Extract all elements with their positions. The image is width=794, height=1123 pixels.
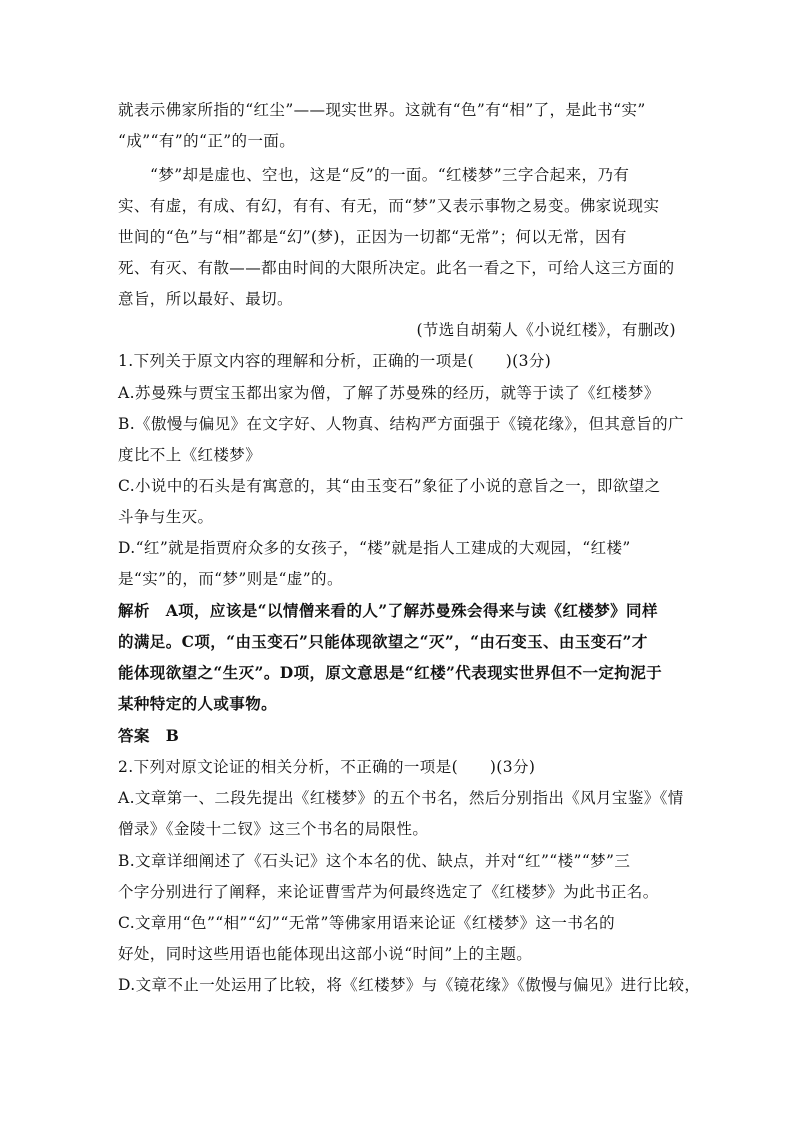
question-2-option-a: A.文章第一、二段先提出《红楼梦》的五个书名，然后分别指出《风月宝鉴》《情 xyxy=(118,789,684,807)
passage-source: (节选自胡菊人《小说红楼》，有删改) xyxy=(416,321,676,339)
question-1-analysis-cont: 某种特定的人或事物。 xyxy=(118,694,278,713)
question-1-option-c-cont: 斗争与生灭。 xyxy=(118,508,214,526)
question-2-option-c: C.文章用“色”“相”“幻”“无常”等佛家用语来论证《红楼梦》这一书名的 xyxy=(118,914,616,932)
question-1-option-d: D.“红”就是指贾府众多的女孩子，“楼”就是指人工建成的大观园，“红楼” xyxy=(118,539,631,557)
passage-line: “梦”却是虚也、空也，这是“反”的一面。“红楼梦”三字合起来，乃有 xyxy=(150,166,630,184)
question-2-option-b: B.文章详细阐述了《石头记》这个本名的优、缺点，并对“红”“楼”“梦”三 xyxy=(118,852,631,870)
question-1-answer: 答案 B xyxy=(118,726,180,745)
question-2-stem: 2.下列对原文论证的相关分析，不正确的一项是( )(3分) xyxy=(118,758,536,776)
passage-line: “成”“有”的“正”的一面。 xyxy=(118,132,296,150)
question-2-option-d: D.文章不止一处运用了比较，将《红楼梦》与《镜花缘》《傲慢与偏见》进行比较， xyxy=(118,976,701,994)
question-1-stem: 1.下列关于原文内容的理解和分析，正确的一项是( )(3分) xyxy=(118,352,552,370)
question-1-analysis-cont: 能体现欲望之“生灭”。D项，原文意思是“红楼”代表现实世界但不一定拘泥于 xyxy=(118,663,663,682)
question-1-option-d-cont: 是“实”的，而“梦”则是“虚”的。 xyxy=(118,570,343,588)
question-2-option-a-cont: 僧录》《金陵十二钗》这三个书名的局限性。 xyxy=(118,820,429,838)
passage-line: 世间的“色”与“相”都是“幻”(梦)，正因为一切都“无常”；何以无常，因有 xyxy=(118,228,627,246)
question-1-option-b-cont: 度比不上《红楼梦》 xyxy=(118,446,262,464)
passage-line: 实、有虚，有成、有幻，有有、有无，而“梦”又表示事物之易变。佛家说现实 xyxy=(118,197,660,215)
question-1-option-c: C.小说中的石头是有寓意的，其“由玉变石”象征了小说的意旨之一，即欲望之 xyxy=(118,477,661,495)
question-2-option-b-cont: 个字分别进行了阐释，来论证曹雪芹为何最终选定了《红楼梦》为此书正名。 xyxy=(118,883,659,901)
question-1-analysis-cont: 的满足。C项，“由玉变石”只能体现欲望之“灭”，“由石变玉、由玉变石”才 xyxy=(118,632,648,651)
passage-line: 死、有灭、有散——都由时间的大限所决定。此名一看之下，可给人这三方面的 xyxy=(118,259,675,277)
question-1-option-b: B.《傲慢与偏见》在文字好、人物真、结构严方面强于《镜花缘》，但其意旨的广 xyxy=(118,415,684,433)
passage-line: 就表示佛家所指的“红尘”——现实世界。这就有“色”有“相”了，是此书“实” xyxy=(118,101,646,119)
question-2-option-c-cont: 好处，同时这些用语也能体现出这部小说“时间”上的主题。 xyxy=(118,945,533,963)
passage-line: 意旨，所以最好、最切。 xyxy=(118,290,293,308)
question-1-option-a: A.苏曼殊与贾宝玉都出家为僧，了解了苏曼殊的经历，就等于读了《红楼梦》 xyxy=(118,384,660,402)
question-1-analysis: 解析 A项，应该是“以情僧来看的人”了解苏曼殊会得来与读《红楼梦》同样 xyxy=(118,601,658,620)
